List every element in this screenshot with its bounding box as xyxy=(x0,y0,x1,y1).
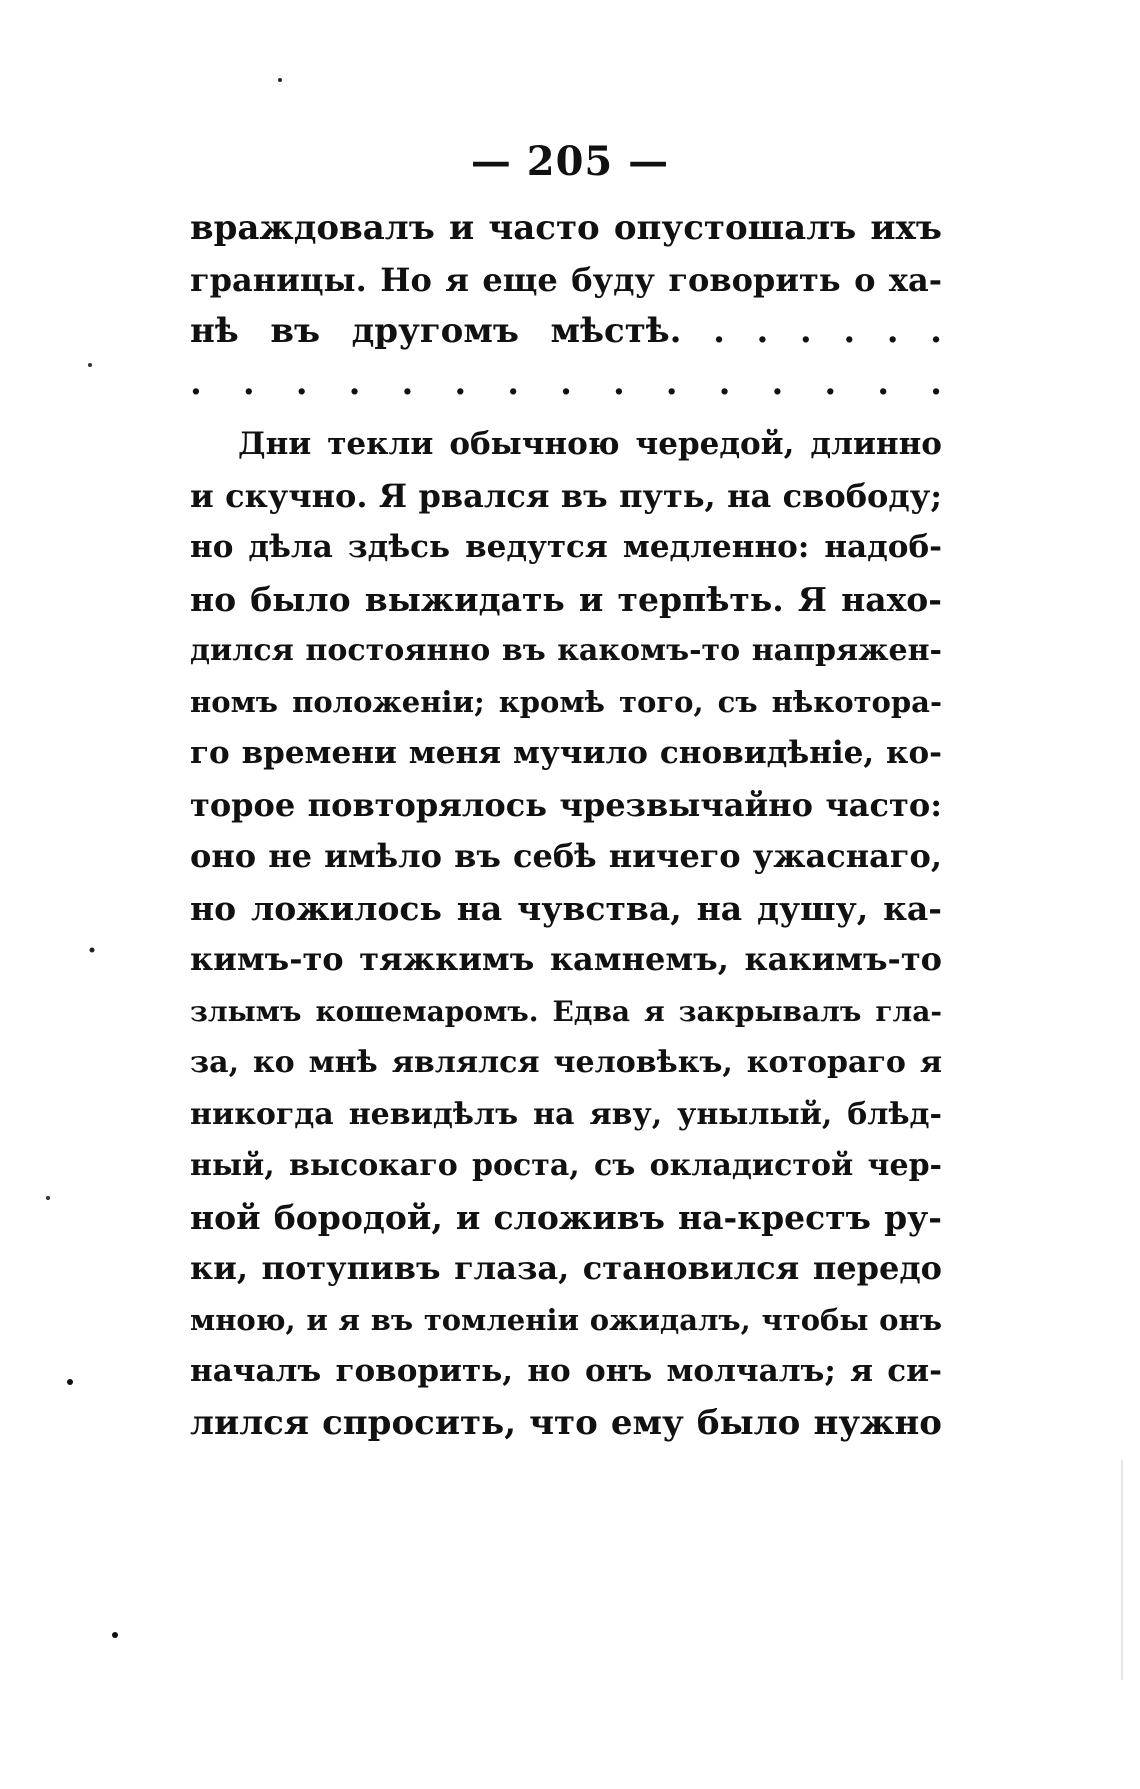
speck xyxy=(46,1196,50,1200)
text-line: ный, высокаго роста, съ окладистой чер- xyxy=(190,1148,942,1183)
text-line: злымъ кошемаромъ. Едва я закрывалъ гла- xyxy=(190,994,942,1028)
text-line: дился постоянно въ какомъ-то напряжен- xyxy=(190,633,942,668)
speck xyxy=(67,1379,73,1385)
text-line: лился спросить, что ему было нужно xyxy=(190,1402,942,1443)
text-line: ки, потупивъ глаза, становился передо xyxy=(190,1249,942,1287)
text-line: но дѣла здѣсь ведутся медленно: надоб- xyxy=(190,529,942,565)
speck xyxy=(90,948,95,953)
text-line: Дни текли обычною чередой, длинно xyxy=(238,426,942,462)
text-line: границы. Но я еще буду говорить о ха- xyxy=(190,260,942,299)
text-line: никогда невидѣлъ на яву, унылый, блѣд- xyxy=(190,1096,942,1132)
text-line: кимъ-то тяжкимъ камнемъ, какимъ-то xyxy=(190,940,942,978)
text-line: но ложилось на чувства, на душу, ка- xyxy=(190,888,942,928)
speck xyxy=(278,78,282,82)
text-line: но было выжидать и терпѣть. Я нахо- xyxy=(190,579,942,619)
text-line: враждовалъ и часто опустошалъ ихъ xyxy=(190,208,942,248)
text-line: и скучно. Я рвался въ путь, на свободу; xyxy=(190,476,942,515)
text-line: го времени меня мучило сновидѣнiе, ко- xyxy=(190,735,942,771)
ellipsis-line: . . . . . . . . . . . . . . . xyxy=(190,362,942,403)
text-line: мною, и я въ томленiи ожидалъ, чтобы онъ xyxy=(190,1302,942,1337)
text-line: торое повторялось чрезвычайно часто: xyxy=(190,785,942,824)
text-line: началъ говорить, но онъ молчалъ; я си- xyxy=(190,1353,942,1389)
text-line: оно не имѣло въ себѣ ничего ужаснаго, xyxy=(190,837,942,875)
text-line: ной бородой, и сложивъ на-крестъ ру- xyxy=(190,1197,942,1237)
speck xyxy=(88,363,92,367)
text-line: номъ положенiи; кромѣ того, съ нѣкотора- xyxy=(190,684,942,719)
text-line: за, ко мнѣ являлся человѣкъ, котораго я xyxy=(190,1045,942,1080)
speck xyxy=(112,1632,118,1638)
page-number-header: — 205 — xyxy=(470,138,670,185)
text-line: нѣ въ другомъ мѣстѣ. . . . . . . xyxy=(190,311,942,351)
